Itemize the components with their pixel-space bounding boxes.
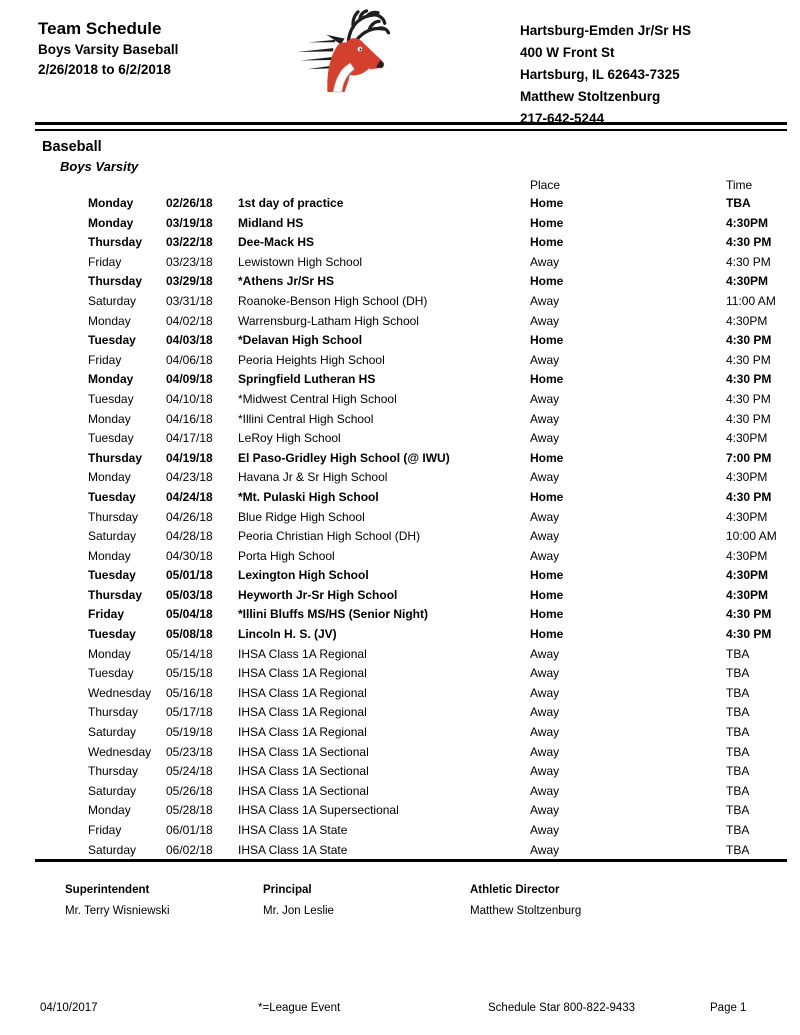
row-time: 4:30 PM <box>726 411 771 426</box>
school-phone: 217-642-5244 <box>520 111 605 126</box>
row-time: 4:30PM <box>726 470 768 485</box>
row-time: TBA <box>726 725 750 740</box>
schedule-row <box>0 762 800 782</box>
row-place: Home <box>530 568 564 583</box>
row-event: Warrensburg-Latham High School <box>238 313 419 328</box>
row-date: 04/03/18 <box>166 333 213 348</box>
row-date: 04/30/18 <box>166 548 213 563</box>
row-place: Away <box>530 431 560 446</box>
schedule-row <box>0 723 800 743</box>
row-date: 04/02/18 <box>166 313 213 328</box>
schedule-row <box>0 253 800 273</box>
schedule-row <box>0 743 800 763</box>
row-event: IHSA Class 1A Supersectional <box>238 803 399 818</box>
schedule-row <box>0 703 800 723</box>
row-event: IHSA Class 1A State <box>238 842 348 857</box>
school-name: Hartsburg-Emden Jr/Sr HS <box>520 23 692 38</box>
row-date: 04/10/18 <box>166 391 213 406</box>
row-event: IHSA Class 1A Regional <box>238 666 367 681</box>
row-event: *Illini Central High School <box>238 411 374 426</box>
row-place: Home <box>530 607 564 622</box>
schedule-row <box>0 821 800 841</box>
row-date: 04/23/18 <box>166 470 213 485</box>
row-place: Away <box>530 666 560 681</box>
row-time: TBA <box>726 803 750 818</box>
row-place: Away <box>530 646 560 661</box>
schedule-row <box>0 801 800 821</box>
staff-name: Mr. Jon Leslie <box>263 905 334 917</box>
row-time: 4:30PM <box>726 313 768 328</box>
school-contact: Matthew Stoltzenburg <box>520 89 661 104</box>
row-place: Home <box>530 450 564 465</box>
row-day: Tuesday <box>88 391 134 406</box>
row-time: TBA <box>726 764 750 779</box>
schedule-row <box>0 194 800 214</box>
schedule-row <box>0 488 800 508</box>
row-date: 03/31/18 <box>166 293 213 308</box>
schedule-row <box>0 782 800 802</box>
row-event: IHSA Class 1A Sectional <box>238 744 369 759</box>
row-day: Friday <box>88 254 122 269</box>
schedule-row <box>0 547 800 567</box>
row-time: TBA <box>726 842 750 857</box>
row-place: Away <box>530 470 560 485</box>
schedule-row <box>0 410 800 430</box>
row-place: Away <box>530 548 560 563</box>
column-header-time: Time <box>726 178 753 192</box>
row-place: Away <box>530 313 560 328</box>
schedule-row <box>0 508 800 528</box>
row-place: Away <box>530 705 560 720</box>
staff-title: Superintendent <box>65 884 150 896</box>
row-date: 05/16/18 <box>166 685 213 700</box>
row-date: 05/24/18 <box>166 764 213 779</box>
row-event: Peoria Heights High School <box>238 352 385 367</box>
row-time: 4:30 PM <box>726 372 772 387</box>
schedule-table <box>0 176 800 860</box>
schedule-row <box>0 527 800 547</box>
team-subtitle: Boys Varsity Baseball <box>38 42 179 57</box>
school-address: 400 W Front St <box>520 45 615 60</box>
row-time: 4:30 PM <box>726 235 772 250</box>
row-place: Away <box>530 725 560 740</box>
row-place: Away <box>530 352 560 367</box>
row-event: 1st day of practice <box>238 196 344 210</box>
row-place: Away <box>530 529 560 544</box>
row-event: LeRoy High School <box>238 431 341 446</box>
row-time: 4:30PM <box>726 431 768 446</box>
schedule-row <box>0 233 800 253</box>
row-time: 4:30PM <box>726 274 769 289</box>
row-event: Peoria Christian High School (DH) <box>238 529 421 544</box>
row-day: Thursday <box>88 764 139 779</box>
row-day: Monday <box>88 470 131 485</box>
row-event: IHSA Class 1A State <box>238 823 348 837</box>
row-day: Friday <box>88 352 122 367</box>
row-event: Blue Ridge High School <box>238 509 365 524</box>
row-time: TBA <box>726 783 750 798</box>
row-date: 05/23/18 <box>166 744 213 759</box>
footer-league-legend: *=League Event <box>258 1002 341 1014</box>
row-event: Lincoln H. S. (JV) <box>238 627 337 642</box>
row-day: Monday <box>88 411 131 426</box>
schedule-row <box>0 566 800 586</box>
schedule-row <box>0 684 800 704</box>
row-time: 7:00 PM <box>726 450 772 465</box>
row-event: IHSA Class 1A Regional <box>238 685 367 700</box>
row-event: IHSA Class 1A Regional <box>238 725 367 740</box>
row-place: Home <box>530 215 564 230</box>
staff-title: Principal <box>263 884 312 896</box>
staff-section <box>0 884 800 944</box>
row-place: Home <box>530 489 564 504</box>
row-place: Away <box>530 254 560 269</box>
row-time: TBA <box>726 646 750 661</box>
row-place: Away <box>530 685 560 700</box>
staff-name: Matthew Stoltzenburg <box>470 905 582 917</box>
row-day: Thursday <box>88 235 143 250</box>
row-day: Monday <box>88 196 134 210</box>
row-event: *Athens Jr/Sr HS <box>238 274 335 289</box>
row-event: Lewistown High School <box>238 254 363 269</box>
date-range: 2/26/2018 to 6/2/2018 <box>38 62 171 77</box>
row-day: Monday <box>88 313 131 328</box>
row-day: Thursday <box>88 509 139 524</box>
row-date: 05/04/18 <box>166 607 213 622</box>
footer-page-number: Page 1 <box>710 1002 747 1014</box>
row-place: Away <box>530 509 560 524</box>
row-time: TBA <box>726 705 750 720</box>
row-place: Home <box>530 627 564 642</box>
schedule-row <box>0 605 800 625</box>
schedule-row <box>0 468 800 488</box>
row-time: 4:30 PM <box>726 489 772 504</box>
row-event: Heyworth Jr-Sr High School <box>238 587 398 602</box>
row-date: 05/08/18 <box>166 627 213 642</box>
schedule-row <box>0 312 800 332</box>
row-date: 04/26/18 <box>166 509 213 524</box>
row-event: Roanoke-Benson High School (DH) <box>238 293 428 308</box>
row-date: 05/15/18 <box>166 666 213 681</box>
row-event: *Mt. Pulaski High School <box>238 489 379 504</box>
row-time: 4:30PM <box>726 548 768 563</box>
staff-superintendent <box>65 884 170 917</box>
row-time: 4:30 PM <box>726 333 772 348</box>
row-day: Saturday <box>88 783 137 798</box>
schedule-rows <box>0 194 800 860</box>
row-place: Away <box>530 391 560 406</box>
row-day: Tuesday <box>88 431 134 446</box>
row-date: 05/03/18 <box>166 587 213 602</box>
row-date: 05/17/18 <box>166 705 213 720</box>
schedule-row <box>0 429 800 449</box>
row-date: 04/06/18 <box>166 352 213 367</box>
column-header-place: Place <box>530 178 561 192</box>
row-time: 4:30 PM <box>726 391 771 406</box>
row-day: Tuesday <box>88 666 134 681</box>
staff-title: Athletic Director <box>470 884 560 896</box>
row-date: 03/19/18 <box>166 215 213 230</box>
row-date: 02/26/18 <box>166 196 213 210</box>
row-date: 06/02/18 <box>166 842 213 857</box>
schedule-row <box>0 214 800 234</box>
row-place: Home <box>530 333 564 348</box>
row-event: Springfield Lutheran HS <box>238 372 376 387</box>
school-city-state-zip: Hartsburg, IL 62643-7325 <box>520 67 680 82</box>
footer-vendor: Schedule Star 800-822-9433 <box>488 1002 636 1014</box>
row-time: 4:30PM <box>726 568 769 583</box>
row-time: 4:30 PM <box>726 627 772 642</box>
row-day: Tuesday <box>88 568 136 583</box>
staff-athletic-director <box>470 884 581 917</box>
row-date: 04/17/18 <box>166 431 213 446</box>
page-title: Team Schedule <box>38 19 162 38</box>
row-date: 03/23/18 <box>166 254 213 269</box>
row-event: Midland HS <box>238 215 304 230</box>
row-event: IHSA Class 1A Sectional <box>238 783 369 798</box>
row-date: 04/19/18 <box>166 450 213 465</box>
row-place: Away <box>530 842 560 857</box>
header-left <box>38 18 178 80</box>
row-event: *Delavan High School <box>238 333 363 348</box>
row-place: Home <box>530 196 564 210</box>
row-place: Away <box>530 764 560 779</box>
row-date: 04/24/18 <box>166 489 213 504</box>
row-date: 03/29/18 <box>166 274 213 289</box>
row-day: Monday <box>88 548 131 563</box>
schedule-row <box>0 449 800 469</box>
row-place: Away <box>530 823 560 837</box>
row-place: Home <box>530 235 564 250</box>
schedule-row <box>0 370 800 390</box>
row-event: IHSA Class 1A Regional <box>238 705 367 720</box>
staff-principal <box>263 884 334 917</box>
schedule-row <box>0 272 800 292</box>
row-day: Monday <box>88 372 134 387</box>
row-date: 05/14/18 <box>166 646 213 661</box>
row-place: Away <box>530 783 560 798</box>
sport-title: Baseball <box>42 139 102 155</box>
row-day: Thursday <box>88 587 143 602</box>
row-date: 04/16/18 <box>166 411 213 426</box>
row-day: Monday <box>88 646 131 661</box>
row-day: Saturday <box>88 293 137 308</box>
schedule-row <box>0 625 800 645</box>
schedule-row <box>0 645 800 665</box>
row-time: TBA <box>726 685 750 700</box>
row-time: TBA <box>726 744 750 759</box>
row-time: 10:00 AM <box>726 529 777 544</box>
row-day: Tuesday <box>88 333 136 348</box>
school-info <box>520 20 691 130</box>
row-time: TBA <box>726 823 750 837</box>
schedule-row <box>0 351 800 371</box>
row-time: 4:30 PM <box>726 352 771 367</box>
row-place: Home <box>530 587 564 602</box>
row-day: Thursday <box>88 705 139 720</box>
table-bottom-divider <box>35 859 787 862</box>
row-time: 4:30 PM <box>726 607 772 622</box>
row-day: Friday <box>88 607 125 622</box>
header-divider <box>35 122 787 131</box>
row-day: Wednesday <box>88 685 152 700</box>
schedule-row <box>0 331 800 351</box>
row-time: TBA <box>726 666 750 681</box>
row-time: 4:30 PM <box>726 254 771 269</box>
row-date: 05/26/18 <box>166 783 213 798</box>
row-day: Saturday <box>88 725 137 740</box>
row-day: Friday <box>88 823 122 837</box>
schedule-row <box>0 664 800 684</box>
row-date: 04/28/18 <box>166 529 213 544</box>
row-time: TBA <box>726 196 751 210</box>
row-place: Home <box>530 372 564 387</box>
row-day: Tuesday <box>88 627 136 642</box>
eye-pupil-icon <box>359 48 361 50</box>
footer-generated-date: 04/10/2017 <box>40 1002 98 1014</box>
row-place: Away <box>530 293 560 308</box>
row-day: Wednesday <box>88 744 152 759</box>
row-place: Home <box>530 274 564 289</box>
staff-name: Mr. Terry Wisniewski <box>65 905 170 917</box>
schedule-row <box>0 586 800 606</box>
row-event: IHSA Class 1A Regional <box>238 646 367 661</box>
row-event: Dee-Mack HS <box>238 235 315 250</box>
team-level: Boys Varsity <box>60 159 139 174</box>
schedule-row <box>0 390 800 410</box>
schedule-row <box>0 292 800 312</box>
row-day: Thursday <box>88 274 143 289</box>
row-event: *Midwest Central High School <box>238 391 397 406</box>
row-event: Havana Jr & Sr High School <box>238 470 388 485</box>
row-event: *Illini Bluffs MS/HS (Senior Night) <box>238 607 428 622</box>
row-date: 06/01/18 <box>166 823 213 837</box>
row-date: 05/01/18 <box>166 568 213 583</box>
row-time: 11:00 AM <box>726 293 776 308</box>
row-date: 05/19/18 <box>166 725 213 740</box>
row-event: IHSA Class 1A Sectional <box>238 764 369 779</box>
row-date: 03/22/18 <box>166 235 213 250</box>
row-time: 4:30PM <box>726 215 769 230</box>
stag-head-logo <box>295 8 400 94</box>
row-event: El Paso-Gridley High School (@ IWU) <box>238 450 450 465</box>
row-place: Away <box>530 803 560 818</box>
row-day: Thursday <box>88 450 143 465</box>
row-day: Monday <box>88 803 131 818</box>
schedule-row <box>0 841 800 861</box>
row-date: 05/28/18 <box>166 803 213 818</box>
column-header-row <box>0 176 800 194</box>
row-event: Lexington High School <box>238 568 369 583</box>
row-time: 4:30PM <box>726 587 769 602</box>
row-day: Tuesday <box>88 489 136 504</box>
row-time: 4:30PM <box>726 509 768 524</box>
row-day: Saturday <box>88 529 137 544</box>
antlers-icon <box>348 11 388 41</box>
row-place: Away <box>530 744 560 759</box>
row-place: Away <box>530 411 560 426</box>
row-day: Monday <box>88 215 134 230</box>
row-date: 04/09/18 <box>166 372 213 387</box>
row-day: Saturday <box>88 842 137 857</box>
row-event: Porta High School <box>238 548 335 563</box>
